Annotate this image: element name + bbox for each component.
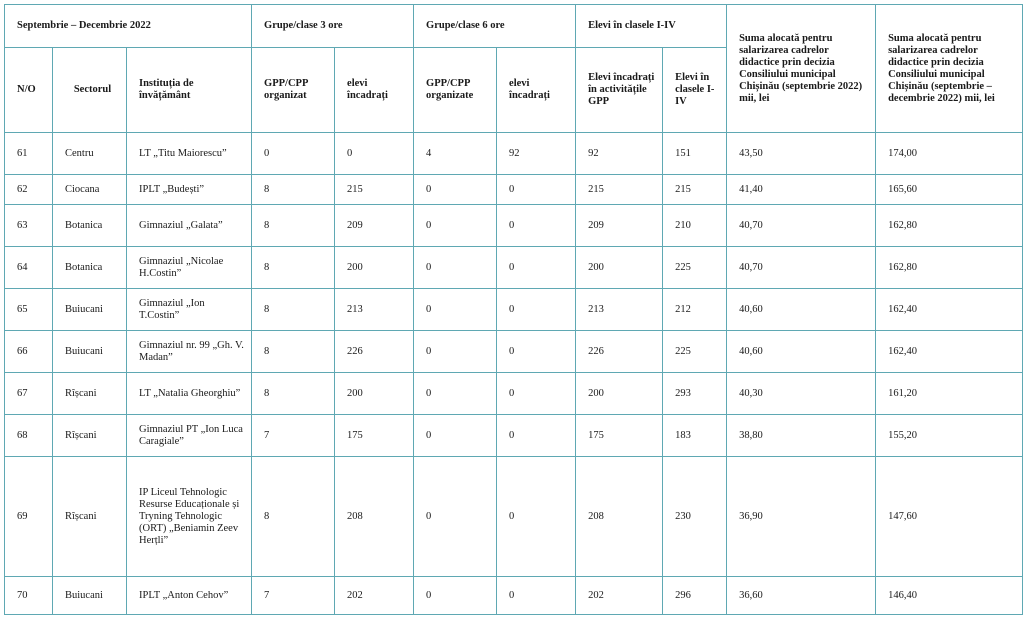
pupils-6h-cell: 92: [497, 133, 576, 175]
gpp-3h-cell: 8: [252, 205, 335, 247]
sum-sep-dec-cell: 162,80: [876, 205, 1023, 247]
sum-sep-dec-cell: 162,80: [876, 247, 1023, 289]
pupils-3h-cell: 200: [335, 247, 414, 289]
gpp-6h-cell: 0: [414, 577, 497, 615]
header-pupils-6h: elevi încadrați: [497, 48, 576, 133]
header-pupils-classes: Elevi în clasele I-IV: [663, 48, 727, 133]
header-row-top: [5, 5, 1023, 48]
pupils-gpp-cell: 215: [576, 175, 663, 205]
sum-september-cell: 40,60: [727, 289, 876, 331]
header-gpp-3h: GPP/CPP organizat: [252, 48, 335, 133]
pupils-6h-cell: 0: [497, 577, 576, 615]
row-number-cell: 61: [5, 133, 53, 175]
row-number-cell: 63: [5, 205, 53, 247]
pupils-3h-cell: 209: [335, 205, 414, 247]
pupils-6h-cell: 0: [497, 175, 576, 205]
institution-cell: IP Liceul Tehnologic Resurse Educaționale și Tryning Tehnologic (ORT) „Beniamin Zeev Herțli”: [127, 457, 252, 577]
sum-september-cell: 36,90: [727, 457, 876, 577]
table-row: [5, 331, 1023, 373]
row-number-cell: 67: [5, 373, 53, 415]
table-row: [5, 133, 1023, 175]
pupils-3h-cell: 202: [335, 577, 414, 615]
pupils-gpp-cell: 92: [576, 133, 663, 175]
gpp-6h-cell: 0: [414, 175, 497, 205]
gpp-6h-cell: 0: [414, 457, 497, 577]
institution-cell: IPLT „Budești”: [127, 175, 252, 205]
header-pupils-1-4: Elevi în clasele I-IV: [576, 5, 727, 48]
pupils-3h-cell: 200: [335, 373, 414, 415]
sum-sep-dec-cell: 162,40: [876, 289, 1023, 331]
header-sum-sep-dec: Suma alocată pentru salarizarea cadrelor didactice prin decizia Consiliului municipal Chișinău (septembrie – decembrie 2022) mii, lei: [876, 5, 1023, 133]
header-groups-6h: Grupe/clase 6 ore: [414, 5, 576, 48]
pupils-classes-cell: 212: [663, 289, 727, 331]
gpp-3h-cell: 8: [252, 247, 335, 289]
pupils-3h-cell: 226: [335, 331, 414, 373]
table-row: [5, 457, 1023, 577]
header-gpp-6h: GPP/CPP organizate: [414, 48, 497, 133]
pupils-gpp-cell: 175: [576, 415, 663, 457]
gpp-3h-cell: 8: [252, 175, 335, 205]
header-sum-september: Suma alocată pentru salarizarea cadrelor didactice prin decizia Consiliului municipal Chișinău (septembrie 2022) mii, lei: [727, 5, 876, 133]
sum-sep-dec-cell: 165,60: [876, 175, 1023, 205]
pupils-gpp-cell: 208: [576, 457, 663, 577]
pupils-3h-cell: 208: [335, 457, 414, 577]
pupils-gpp-cell: 213: [576, 289, 663, 331]
sum-september-cell: 38,80: [727, 415, 876, 457]
gpp-3h-cell: 8: [252, 373, 335, 415]
sum-sep-dec-cell: 162,40: [876, 331, 1023, 373]
pupils-3h-cell: 215: [335, 175, 414, 205]
gpp-6h-cell: 0: [414, 205, 497, 247]
pupils-classes-cell: 210: [663, 205, 727, 247]
pupils-classes-cell: 230: [663, 457, 727, 577]
institution-cell: Gimnaziul PT „Ion Luca Caragiale”: [127, 415, 252, 457]
header-institution: Instituția de învățământ: [127, 48, 252, 133]
pupils-classes-cell: 151: [663, 133, 727, 175]
sector-cell: Ciocana: [53, 175, 127, 205]
pupils-gpp-cell: 200: [576, 373, 663, 415]
pupils-6h-cell: 0: [497, 205, 576, 247]
gpp-6h-cell: 4: [414, 133, 497, 175]
table-row: [5, 247, 1023, 289]
row-number-cell: 65: [5, 289, 53, 331]
sum-september-cell: 43,50: [727, 133, 876, 175]
pupils-6h-cell: 0: [497, 289, 576, 331]
header-pupils-gpp: Elevi încadrați în activitățile GPP: [576, 48, 663, 133]
gpp-6h-cell: 0: [414, 289, 497, 331]
sum-sep-dec-cell: 147,60: [876, 457, 1023, 577]
gpp-3h-cell: 8: [252, 331, 335, 373]
pupils-classes-cell: 293: [663, 373, 727, 415]
pupils-6h-cell: 0: [497, 457, 576, 577]
pupils-classes-cell: 225: [663, 247, 727, 289]
institution-cell: LT „Titu Maiorescu”: [127, 133, 252, 175]
sector-cell: Buiucani: [53, 289, 127, 331]
gpp-3h-cell: 8: [252, 289, 335, 331]
sector-cell: Buiucani: [53, 577, 127, 615]
sum-september-cell: 40,60: [727, 331, 876, 373]
sector-cell: Rîșcani: [53, 415, 127, 457]
institution-cell: Gimnaziul „Nicolae H.Costin”: [127, 247, 252, 289]
gpp-6h-cell: 0: [414, 373, 497, 415]
pupils-classes-cell: 225: [663, 331, 727, 373]
row-number-cell: 69: [5, 457, 53, 577]
allocation-table: [4, 4, 1023, 615]
pupils-gpp-cell: 209: [576, 205, 663, 247]
gpp-3h-cell: 0: [252, 133, 335, 175]
header-sector: Sectorul: [53, 48, 127, 133]
table-row: [5, 373, 1023, 415]
pupils-6h-cell: 0: [497, 247, 576, 289]
sector-cell: Buiucani: [53, 331, 127, 373]
pupils-classes-cell: 296: [663, 577, 727, 615]
sum-september-cell: 36,60: [727, 577, 876, 615]
sum-sep-dec-cell: 161,20: [876, 373, 1023, 415]
table-row: [5, 205, 1023, 247]
pupils-6h-cell: 0: [497, 373, 576, 415]
sector-cell: Botanica: [53, 247, 127, 289]
pupils-6h-cell: 0: [497, 415, 576, 457]
sector-cell: Botanica: [53, 205, 127, 247]
institution-cell: Gimnaziul „Ion T.Costin”: [127, 289, 252, 331]
pupils-6h-cell: 0: [497, 331, 576, 373]
sector-cell: Rîșcani: [53, 373, 127, 415]
sum-sep-dec-cell: 146,40: [876, 577, 1023, 615]
sum-september-cell: 40,70: [727, 247, 876, 289]
pupils-3h-cell: 0: [335, 133, 414, 175]
sum-september-cell: 40,70: [727, 205, 876, 247]
pupils-classes-cell: 215: [663, 175, 727, 205]
sum-sep-dec-cell: 155,20: [876, 415, 1023, 457]
row-number-cell: 66: [5, 331, 53, 373]
table-row: [5, 289, 1023, 331]
header-pupils-3h: elevi încadrați: [335, 48, 414, 133]
header-period: Septembrie – Decembrie 2022: [5, 5, 252, 48]
pupils-gpp-cell: 202: [576, 577, 663, 615]
row-number-cell: 64: [5, 247, 53, 289]
institution-cell: Gimnaziul „Galata”: [127, 205, 252, 247]
gpp-6h-cell: 0: [414, 331, 497, 373]
sector-cell: Centru: [53, 133, 127, 175]
gpp-6h-cell: 0: [414, 247, 497, 289]
institution-cell: IPLT „Anton Cehov”: [127, 577, 252, 615]
header-groups-3h: Grupe/clase 3 ore: [252, 5, 414, 48]
table-row: [5, 415, 1023, 457]
sum-sep-dec-cell: 174,00: [876, 133, 1023, 175]
pupils-classes-cell: 183: [663, 415, 727, 457]
table-row: [5, 577, 1023, 615]
row-number-cell: 62: [5, 175, 53, 205]
sector-cell: Rîșcani: [53, 457, 127, 577]
gpp-3h-cell: 7: [252, 415, 335, 457]
pupils-3h-cell: 213: [335, 289, 414, 331]
row-number-cell: 70: [5, 577, 53, 615]
pupils-gpp-cell: 200: [576, 247, 663, 289]
row-number-cell: 68: [5, 415, 53, 457]
pupils-gpp-cell: 226: [576, 331, 663, 373]
table-row: [5, 175, 1023, 205]
institution-cell: LT „Natalia Gheorghiu”: [127, 373, 252, 415]
pupils-3h-cell: 175: [335, 415, 414, 457]
gpp-3h-cell: 7: [252, 577, 335, 615]
institution-cell: Gimnaziul nr. 99 „Gh. V. Madan”: [127, 331, 252, 373]
sum-september-cell: 41,40: [727, 175, 876, 205]
gpp-6h-cell: 0: [414, 415, 497, 457]
table-body: [5, 133, 1023, 615]
header-no: N/O: [5, 48, 53, 133]
sum-september-cell: 40,30: [727, 373, 876, 415]
gpp-3h-cell: 8: [252, 457, 335, 577]
